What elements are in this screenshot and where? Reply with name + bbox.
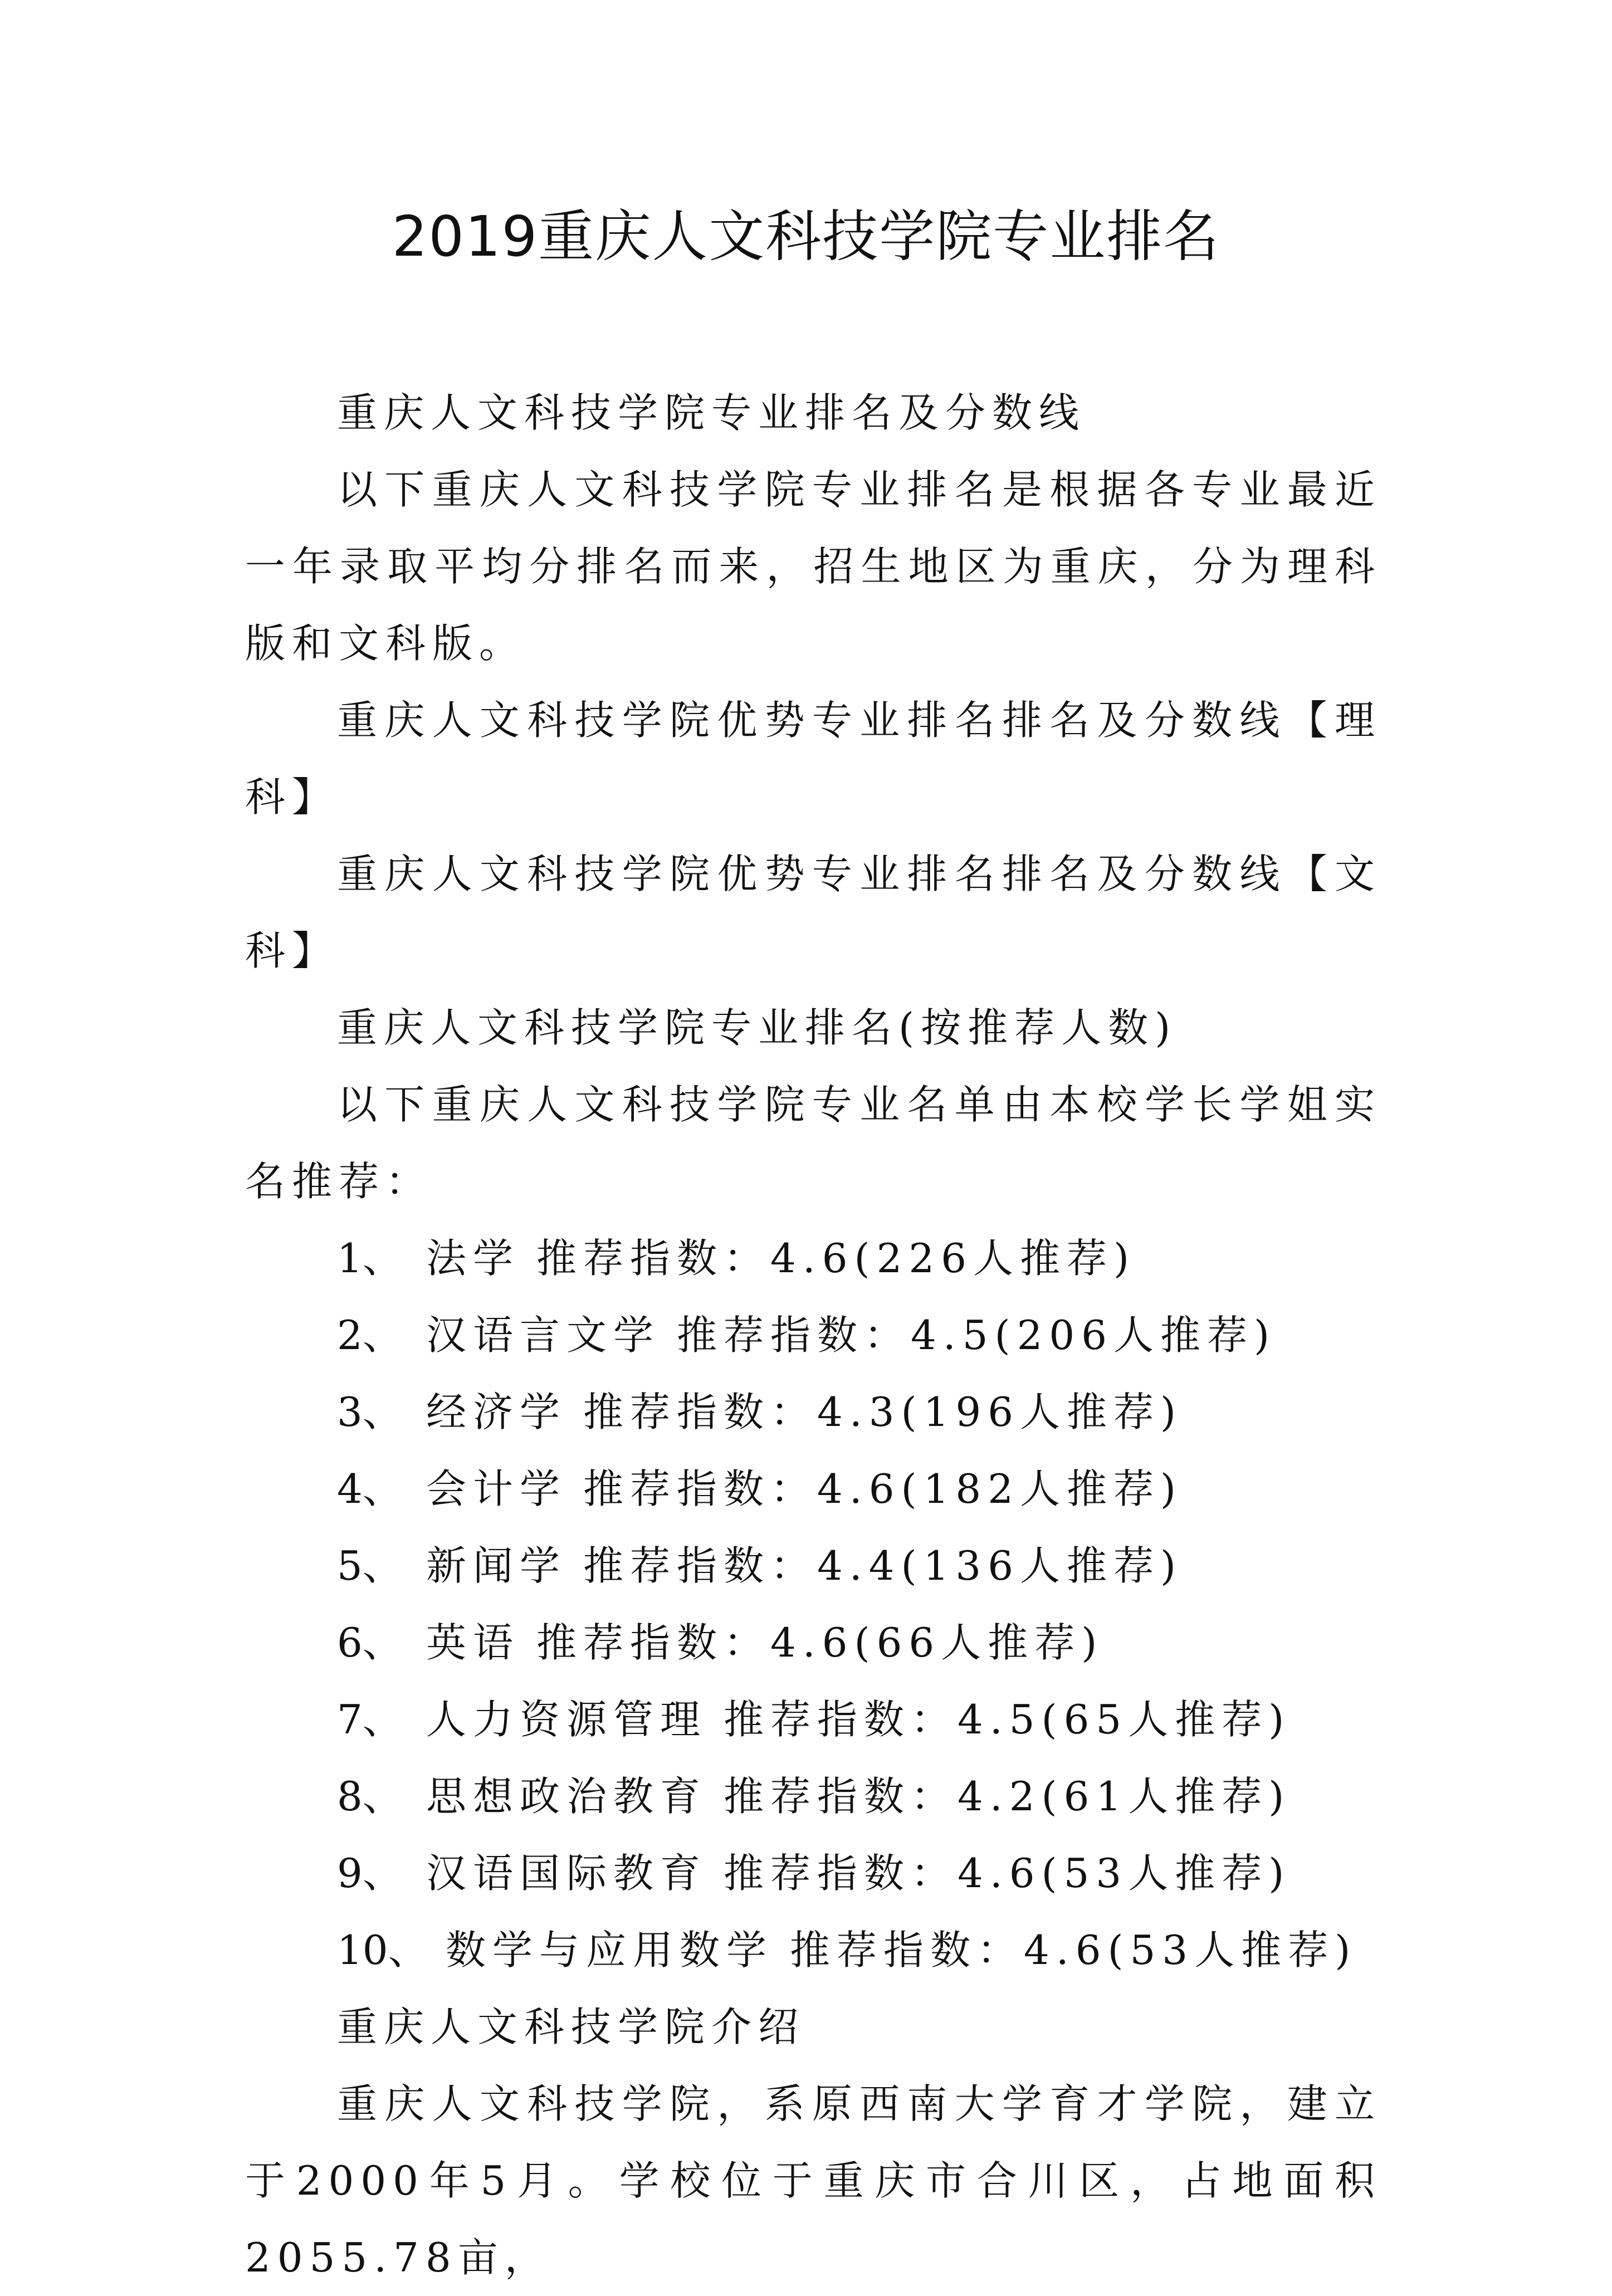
- major-name: 会计学: [426, 1465, 567, 1512]
- list-number: 10、: [337, 1927, 428, 1973]
- list-number: 7、: [337, 1696, 403, 1743]
- major-name: 汉语国际教育: [426, 1850, 707, 1897]
- major-name: 人力资源管理: [426, 1696, 707, 1743]
- list-item: [245, 1681, 1381, 1758]
- recommend-score: 推荐指数：4.6(66人推荐): [536, 1619, 1104, 1666]
- document-title: 2019重庆人文科技学院专业排名: [392, 204, 1220, 269]
- major-name: 汉语言文学: [426, 1312, 661, 1359]
- list-number: 3、: [337, 1389, 403, 1435]
- ranking-list: [245, 1220, 1381, 1989]
- list-item: [245, 1835, 1381, 1912]
- list-item: [245, 1604, 1381, 1681]
- recommend-score: 推荐指数：4.5(206人推荐): [677, 1312, 1277, 1359]
- list-number: 8、: [337, 1773, 403, 1820]
- major-name: 数学与应用数学: [446, 1927, 774, 1973]
- major-name: 经济学: [426, 1389, 567, 1435]
- intro-recommend-paragraph: 以下重庆人文科技学院专业名单由本校学长学姐实名推荐：: [245, 1081, 1381, 1205]
- major-name: 法学: [426, 1235, 520, 1282]
- list-number: 6、: [337, 1619, 403, 1666]
- recommend-score: 推荐指数：4.6(53人推荐): [790, 1927, 1357, 1973]
- list-item: [245, 1912, 1381, 1989]
- list-item: [245, 1758, 1381, 1835]
- list-number: 1、: [337, 1235, 403, 1282]
- recommend-score: 推荐指数：4.3(196人推荐): [583, 1389, 1183, 1435]
- list-number: 2、: [337, 1312, 403, 1359]
- intro-ranking-paragraph: 以下重庆人文科技学院专业排名是根据各专业最近一年录取平均分排名而来，招生地区为重庆，分为理科版和文科版。: [245, 466, 1381, 667]
- recommend-score: 推荐指数：4.5(65人推荐): [724, 1696, 1291, 1743]
- recommend-score: 推荐指数：4.4(136人推荐): [583, 1542, 1183, 1589]
- major-name: 英语: [426, 1619, 520, 1666]
- list-item: [245, 1374, 1381, 1450]
- recommend-score: 推荐指数：4.6(53人推荐): [724, 1850, 1291, 1897]
- heading-ranking-score: 重庆人文科技学院专业排名及分数线: [337, 389, 1086, 436]
- recommend-score: 推荐指数：4.6(182人推荐): [583, 1465, 1183, 1512]
- heading-recommend: 重庆人文科技学院专业排名(按推荐人数): [337, 1004, 1178, 1051]
- list-number: 4、: [337, 1465, 403, 1512]
- list-item: [245, 1220, 1381, 1297]
- major-name: 思想政治教育: [426, 1773, 707, 1820]
- heading-school-intro: 重庆人文科技学院介绍: [337, 2004, 805, 2050]
- list-number: 5、: [337, 1542, 403, 1589]
- recommend-score: 推荐指数：4.2(61人推荐): [724, 1773, 1291, 1820]
- school-intro-paragraph: 重庆人文科技学院，系原西南大学育才学院，建立于2000年5月。学校位于重庆市合川区，占地面积2055.78亩，: [245, 2080, 1381, 2281]
- heading-arts: 重庆人文科技学院优势专业排名排名及分数线【文科】: [245, 851, 1381, 974]
- list-item: [245, 1297, 1381, 1374]
- list-item: [245, 1527, 1381, 1604]
- document-body: [245, 374, 1381, 2296]
- list-number: 9、: [337, 1850, 403, 1897]
- list-item: [245, 1450, 1381, 1527]
- heading-science: 重庆人文科技学院优势专业排名排名及分数线【理科】: [245, 697, 1381, 820]
- recommend-score: 推荐指数：4.6(226人推荐): [536, 1235, 1136, 1282]
- major-name: 新闻学: [426, 1542, 567, 1589]
